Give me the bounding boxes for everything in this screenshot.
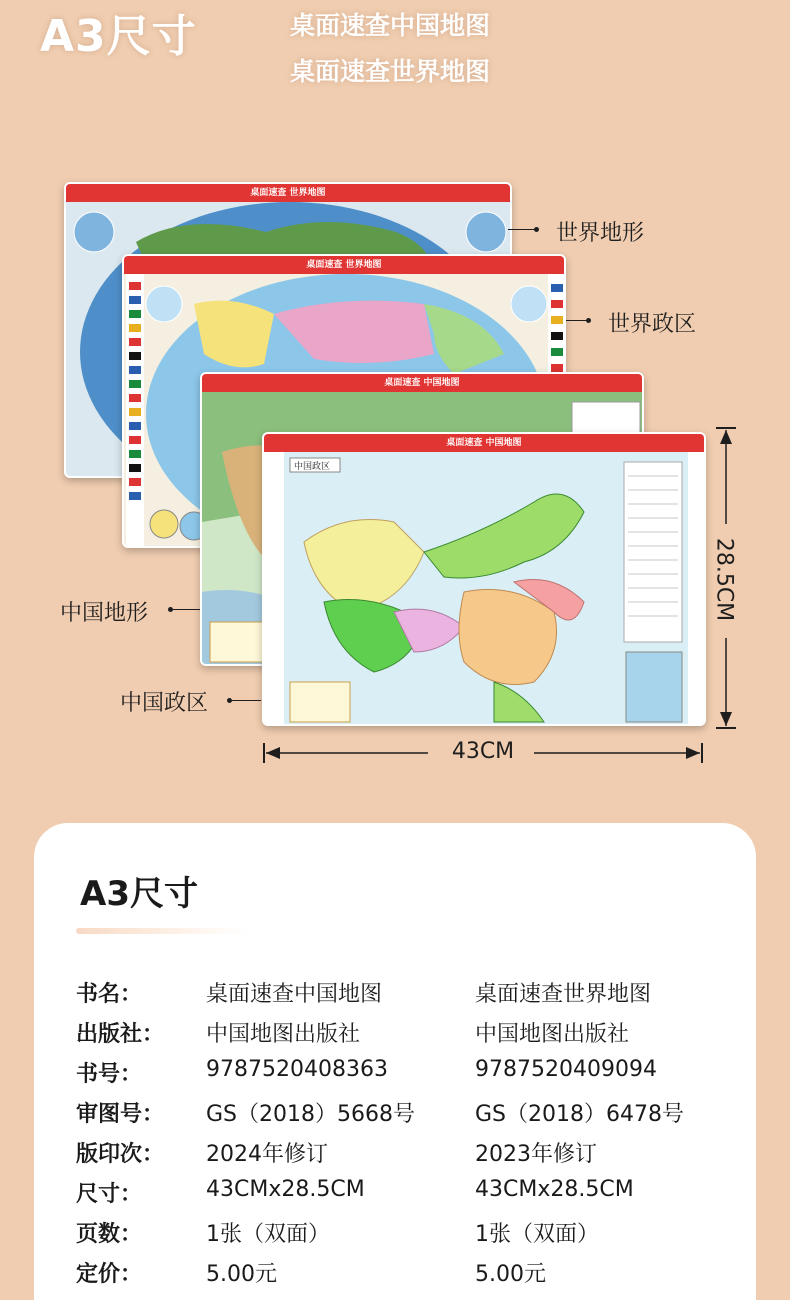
spec-row-isbn (0, 1057, 790, 1089)
spec-value-china: 1张（双面） (206, 1222, 330, 1247)
height-label: 28.5CM (711, 537, 737, 622)
spec-value-world: 43CMx28.5CM (475, 1177, 634, 1202)
map-banner: 桌面速查 中国地图 (202, 374, 642, 392)
spec-value-world: 5.00元 (475, 1262, 546, 1287)
spec-value-world: GS（2018）6478号 (475, 1102, 684, 1127)
spec-key: 审图号： (76, 1102, 165, 1127)
callout-world-political: 世界政区 (608, 312, 697, 337)
spec-value-china: 中国地图出版社 (206, 1022, 361, 1047)
size-heading: A3尺寸 (40, 11, 197, 62)
callout-china-political: 中国政区 (120, 691, 209, 716)
spec-row-edition (0, 1137, 790, 1169)
spec-key: 出版社： (76, 1022, 165, 1047)
spec-key: 定价： (76, 1262, 143, 1287)
spec-value-world: 1张（双面） (475, 1222, 599, 1247)
spec-row-review-number (0, 1097, 790, 1129)
leader-line (508, 229, 536, 230)
spec-key: 书号： (76, 1062, 143, 1087)
spec-value-world: 中国地图出版社 (475, 1022, 630, 1047)
spec-row-price (0, 1257, 790, 1289)
width-label: 43CM (451, 739, 515, 764)
map-banner: 桌面速查 世界地图 (124, 256, 564, 274)
spec-value-china: 2024年修订 (206, 1142, 328, 1167)
spec-key: 页数： (76, 1222, 143, 1247)
subtitle-world-map: 桌面速查世界地图 (290, 57, 491, 86)
spec-row-title (0, 977, 790, 1009)
spec-value-world: 9787520409094 (475, 1057, 657, 1082)
inset-title: 中国政区 (294, 462, 331, 472)
china-political-illustration (264, 452, 706, 726)
spec-row-publisher (0, 1017, 790, 1049)
callout-china-physical: 中国地形 (60, 601, 149, 626)
spec-value-china: 43CMx28.5CM (206, 1177, 365, 1202)
spec-value-china: 桌面速查中国地图 (206, 982, 383, 1007)
callout-world-physical: 世界地形 (556, 221, 645, 246)
spec-key: 尺寸： (76, 1182, 143, 1207)
china-political-map (262, 432, 706, 726)
leader-line (566, 320, 588, 321)
spec-value-china: GS（2018）5668号 (206, 1102, 415, 1127)
spec-value-world: 桌面速查世界地图 (475, 982, 652, 1007)
spec-key: 版印次： (76, 1142, 165, 1167)
map-banner: 桌面速查 中国地图 (264, 434, 704, 452)
leader-dot (586, 318, 591, 323)
subtitle-china-map: 桌面速查中国地图 (290, 11, 491, 40)
leader-line (231, 700, 261, 701)
spec-value-china: 9787520408363 (206, 1057, 388, 1082)
spec-value-china: 5.00元 (206, 1262, 277, 1287)
spec-card-title: A3尺寸 (80, 874, 198, 914)
spec-row-size (0, 1177, 790, 1209)
spec-key: 书名： (76, 982, 143, 1007)
spec-value-world: 2023年修订 (475, 1142, 597, 1167)
map-banner: 桌面速查 世界地图 (66, 184, 510, 202)
spec-row-pages (0, 1217, 790, 1249)
title-underline (76, 928, 248, 934)
leader-line (172, 609, 200, 610)
leader-dot (534, 227, 539, 232)
